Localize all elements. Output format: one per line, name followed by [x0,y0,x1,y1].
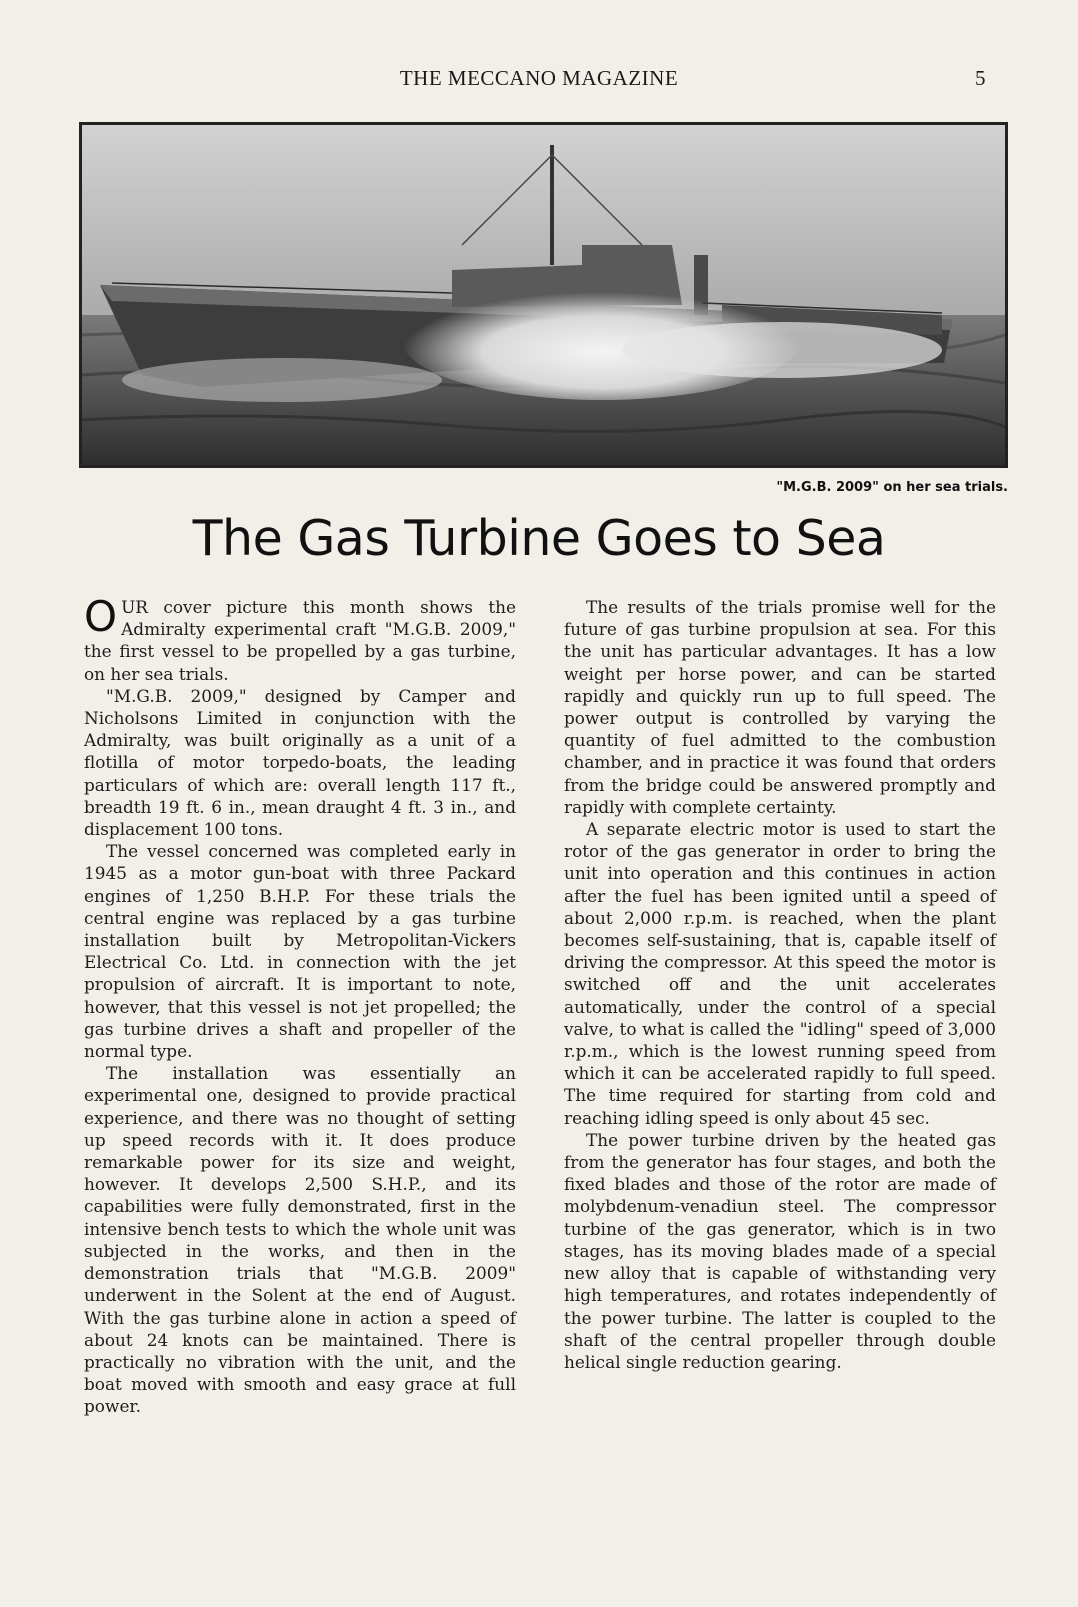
paragraph: The installation was essentially an experimental one, designed to provide practical experience, and there was no thought of setting up speed records with it. It does produce remarkable power for its size and weight, however. It develops 2,500 S.H.P., and its capabilities were fully demonstrated, first in the intensive bench tests to which the whole unit was subjected in the works, and then in the demonstration trials that "M.G.B. 2009" underwent in the Solent at the end of August. With the gas turbine alone in action a speed of about 24 knots can be maintained. There is practically no vibration with the unit, and the boat moved with smooth and easy grace at full power. [84,1063,516,1417]
magazine-title: THE MECCANO MAGAZINE [399,66,679,90]
drop-cap: O [84,592,118,641]
paragraph: OUR cover picture this month shows the Admiralty experimental craft "M.G.B. 2009," the first vessel to be propelled by a gas turbine, on her sea trials. [84,592,516,684]
paragraph: The power turbine driven by the heated gas from the generator has four stages, and both the fixed blades and those of the rotor are made of molybdenum-venadiun steel. The compressor turbine of the gas generator, which is in two stages, has its moving blades made of a special new alloy that is capable of withstanding very high temperatures, and rotates independently of the power turbine. The latter is coupled to the shaft of the central propeller through double helical single reduction gearing. [564,1129,996,1372]
paragraph: "M.G.B. 2009," designed by Camper and Nicholsons Limited in conjunction with the Admiralty, was built originally as a unit of a flotilla of motor torpedo-boats, the leading particulars of which are: overall length 117 ft., breadth 19 ft. 6 in., mean draught 4 ft. 3 in., and displacement 100 tons. [84,685,516,840]
motor-gun-boat-illustration [82,125,1005,465]
paragraph: The results of the trials promise well for the future of gas turbine propulsion at sea. For this the unit has particular advantages. It has a low weight per horse power, and can be started rapidly and quickly run up to full speed. The power output is controlled by varying the quantity of fuel admitted to the combustion chamber, and in practice it was found that orders from the bridge could be answered promptly and rapidly with complete certainty. [564,597,996,817]
paragraph: A separate electric motor is used to start the rotor of the gas generator in order to bring the unit into operation and this continues in action after the fuel has been ignited until a speed of about 2,000 r.p.m. is reached, when the plant becomes self-sustaining, that is, capable itself of driving the compressor. At this speed the motor is switched off and the unit accelerates automatically, under the control of a special valve, to what is called the "idling" speed of 3,000 r.p.m., which is the lowest running speed from which it can be accelerated rapidly to full speed. The time required for starting from cold and reaching idling speed is only about 45 sec. [564,819,996,1128]
paragraph: The vessel concerned was completed early in 1945 as a motor gun-boat with three Packard engines of 1,250 B.H.P. For these trials the central engine was replaced by a gas turbine installation built by Metropolitan-Vickers Electrical Co. Ltd. in connection with the jet propulsion of aircraft. It is important to note, however, that this vessel is not jet propelled; the gas turbine drives a shaft and propeller of the normal type. [84,841,516,1062]
article-title: The Gas Turbine Goes to Sea [192,510,886,567]
right-column [564,596,996,1373]
boat-photograph [79,122,1008,468]
page-number: 5 [975,66,986,90]
left-column [84,592,516,1418]
photo-caption: "M.G.B. 2009" on her sea trials. [776,480,1008,495]
